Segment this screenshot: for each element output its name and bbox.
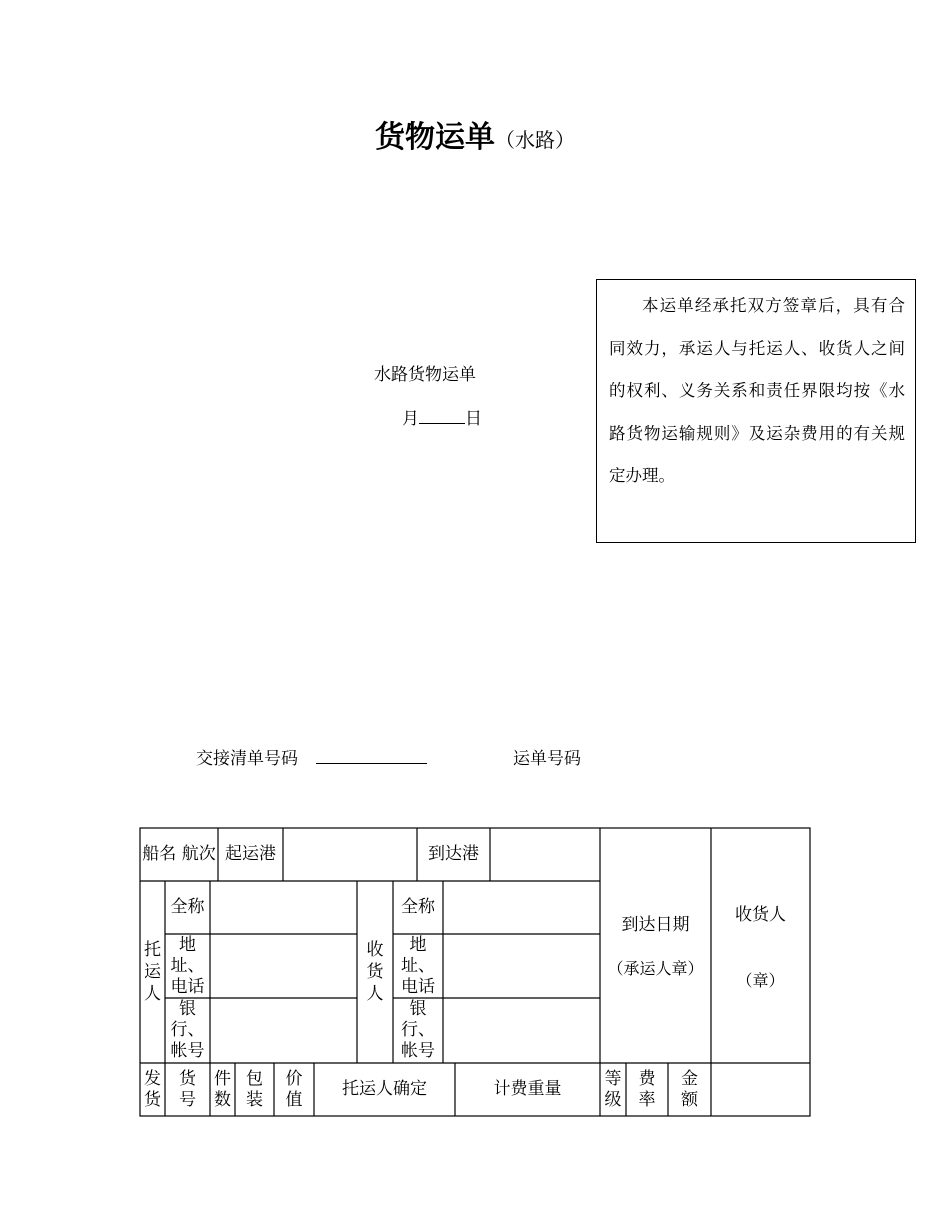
shipper-confirm-header: 托运人确定 xyxy=(342,1079,427,1099)
origin-port-field[interactable] xyxy=(283,828,417,881)
receiver-full-name-label: 全称 xyxy=(401,897,435,917)
value-header: 价值 xyxy=(285,1068,303,1110)
day-label: 日 xyxy=(465,409,482,429)
dest-port-field[interactable] xyxy=(490,828,600,881)
receiver-bank-label: 银行、帐号 xyxy=(401,999,435,1061)
shipper-full-name-label: 全称 xyxy=(170,897,205,917)
consignee-seal-label: （章） xyxy=(736,970,785,990)
cargo-no-header: 货号 xyxy=(179,1068,196,1110)
ship-voyage-label: 船名 航次 xyxy=(142,844,216,864)
month-label: 月 xyxy=(402,409,419,429)
receiver-address-field[interactable] xyxy=(443,934,600,998)
shipper-mark-header: 发货 xyxy=(144,1068,161,1110)
blank-header-cell[interactable] xyxy=(711,1063,810,1116)
origin-port-label: 起运港 xyxy=(225,844,276,864)
dest-port-label: 到达港 xyxy=(428,844,479,864)
shipper-label: 托运人 xyxy=(144,940,161,1004)
carrier-seal-label: （承运人章） xyxy=(607,958,704,978)
waybill-number-label: 运单号码 xyxy=(513,749,581,769)
rate-header: 费率 xyxy=(638,1068,656,1110)
receiver-full-name-field[interactable] xyxy=(443,881,600,934)
billing-weight-header: 计费重量 xyxy=(493,1079,562,1099)
shipper-address-label: 地址、电话 xyxy=(170,934,205,997)
waybill-name: 水路货物运单 xyxy=(374,365,476,385)
packing-header: 包装 xyxy=(246,1068,263,1110)
consignee-stamp-label: 收货人 xyxy=(735,904,786,925)
shipper-bank-label: 银行、帐号 xyxy=(170,999,205,1061)
shipper-full-name-field[interactable] xyxy=(210,881,357,934)
title-sub: （水路） xyxy=(495,128,575,152)
amount-header: 金额 xyxy=(681,1068,698,1110)
contract-notice: 本运单经承托双方签章后，具有合同效力，承运人与托运人、收货人之间的权利、义务关系和责任界限均按《水路货物运输规则》及运杂费用的有关规定办理。 xyxy=(596,279,916,543)
receiver-bank-field[interactable] xyxy=(443,998,600,1063)
title-main: 货物运单 xyxy=(375,120,495,155)
shipper-address-field[interactable] xyxy=(210,934,357,998)
handover-list-label: 交接清单号码 xyxy=(196,749,298,769)
grade-header: 等级 xyxy=(604,1068,622,1110)
receiver-address-label: 地址、电话 xyxy=(401,934,435,997)
shipper-bank-field[interactable] xyxy=(210,998,357,1063)
pieces-header: 件数 xyxy=(214,1068,231,1110)
arrival-date-label: 到达日期 xyxy=(621,914,690,935)
receiver-label: 收货人 xyxy=(366,940,384,1004)
